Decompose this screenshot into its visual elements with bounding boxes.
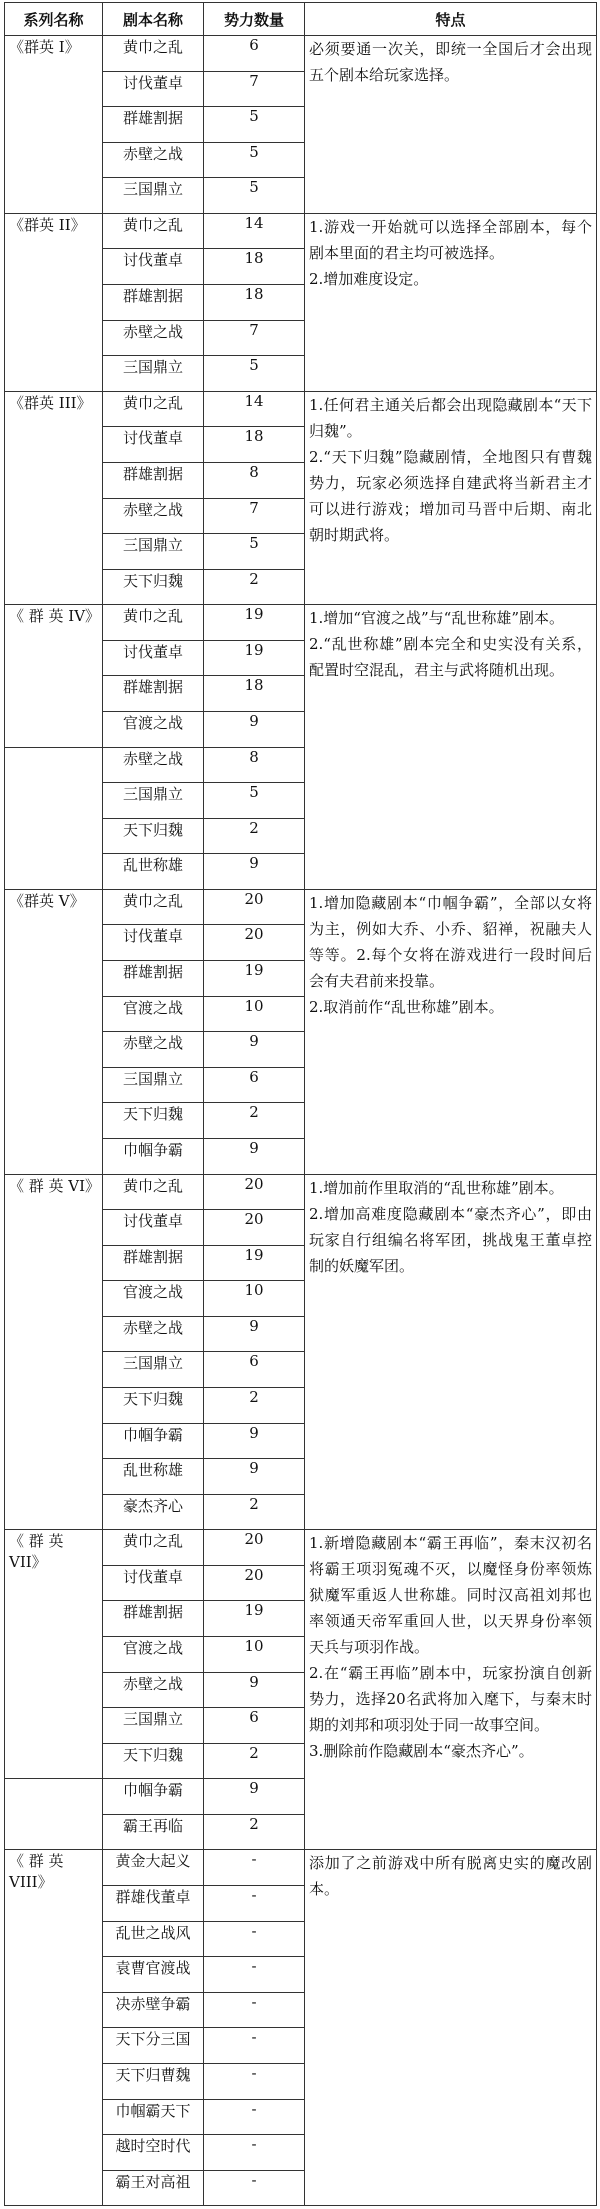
faction-count: 9	[204, 854, 305, 890]
faction-count: 20	[204, 889, 305, 925]
play-name: 讨伐董卓	[103, 1210, 204, 1246]
feature-text: 2.“天下归魏”隐藏剧情，全地图只有曹魏势力，玩家必须选择自建武将当新君主才可以进行游戏；增加司马晋中后期、南北朝时期武将。	[309, 447, 592, 544]
play-name: 天下归曹魏	[103, 2063, 204, 2099]
series-name: 《群英 I》	[5, 36, 103, 214]
play-name: 三国鼎立	[103, 1708, 204, 1744]
faction-count: -	[204, 1957, 305, 1993]
feature-text: 2.“乱世称雄”剧本完全和史实没有关系，配置时空混乱，君主与武将随机出现。	[309, 635, 592, 680]
faction-count: 9	[204, 1138, 305, 1174]
play-name: 巾帼争霸	[103, 1138, 204, 1174]
faction-count: 7	[204, 320, 305, 356]
faction-count: 2	[204, 818, 305, 854]
play-name: 三国鼎立	[103, 178, 204, 214]
faction-count: 14	[204, 391, 305, 427]
faction-count: 10	[204, 1281, 305, 1317]
series-name: 《 群 英 IV》	[5, 605, 103, 747]
play-name: 三国鼎立	[103, 356, 204, 392]
faction-count: -	[204, 2170, 305, 2206]
play-name: 天下归魏	[103, 1743, 204, 1779]
faction-count: 20	[204, 925, 305, 961]
header-row	[5, 3, 597, 36]
header-features: 特点	[305, 3, 597, 36]
series-cell-empty	[5, 1779, 103, 1850]
play-name: 赤壁之战	[103, 498, 204, 534]
table-row	[5, 1174, 597, 1210]
faction-count: 9	[204, 1032, 305, 1068]
header-count: 势力数量	[204, 3, 305, 36]
play-name: 三国鼎立	[103, 1067, 204, 1103]
faction-count: 6	[204, 1708, 305, 1744]
faction-count: 2	[204, 1387, 305, 1423]
faction-count: 18	[204, 427, 305, 463]
series-name: 《群英 II》	[5, 213, 103, 391]
play-name: 群雄割据	[103, 107, 204, 143]
faction-count: 19	[204, 1601, 305, 1637]
play-name: 黄金大起义	[103, 1850, 204, 1886]
faction-count: 18	[204, 285, 305, 321]
header-series: 系列名称	[5, 3, 103, 36]
table-row	[5, 1530, 597, 1566]
play-name: 黄巾之乱	[103, 391, 204, 427]
faction-count: 9	[204, 1672, 305, 1708]
faction-count: -	[204, 1850, 305, 1886]
faction-count: -	[204, 2099, 305, 2135]
series-table	[4, 2, 597, 2206]
faction-count: 20	[204, 1174, 305, 1210]
feature-text: 1.增加“官渡之战”与“乱世称雄”剧本。	[309, 609, 564, 628]
faction-count: 2	[204, 1814, 305, 1850]
play-name: 赤壁之战	[103, 1672, 204, 1708]
play-name: 讨伐董卓	[103, 1565, 204, 1601]
feature-text: 添加了之前游戏中所有脱离史实的魔改剧本。	[309, 1854, 592, 1899]
features-cell	[305, 605, 597, 890]
faction-count: -	[204, 1886, 305, 1922]
features-cell	[305, 391, 597, 604]
play-name: 三国鼎立	[103, 1352, 204, 1388]
feature-text: 1.游戏一开始就可以选择全部剧本，每个剧本里面的君主均可被选择。	[309, 217, 592, 262]
faction-count: 19	[204, 1245, 305, 1281]
feature-text: 2.增加难度设定。	[309, 269, 429, 288]
table-body	[5, 36, 597, 2206]
faction-count: -	[204, 2063, 305, 2099]
faction-count: -	[204, 2135, 305, 2171]
play-name: 讨伐董卓	[103, 71, 204, 107]
feature-text: 3.删除前作隐藏剧本“豪杰齐心”。	[309, 1742, 534, 1761]
faction-count: 20	[204, 1530, 305, 1566]
play-name: 乱世称雄	[103, 1459, 204, 1495]
feature-text: 2.在“霸王再临”剧本中，玩家扮演自创新势力，选择20名武将加入麾下，与秦末时期的刘邦和项羽处于同一故事空间。	[309, 1664, 592, 1735]
faction-count: 18	[204, 676, 305, 712]
play-name: 天下归魏	[103, 1103, 204, 1139]
faction-count: 6	[204, 1067, 305, 1103]
faction-count: 7	[204, 498, 305, 534]
faction-count: 19	[204, 605, 305, 641]
faction-count: 19	[204, 640, 305, 676]
play-name: 群雄割据	[103, 676, 204, 712]
play-name: 天下归魏	[103, 1387, 204, 1423]
play-name: 群雄割据	[103, 462, 204, 498]
feature-text: 2.取消前作“乱世称雄”剧本。	[309, 997, 504, 1016]
faction-count: 2	[204, 569, 305, 605]
play-name: 霸王对高祖	[103, 2170, 204, 2206]
play-name: 黄巾之乱	[103, 213, 204, 249]
feature-text: 1.新增隐藏剧本“霸王再临”，秦末汉初名将霸王项羽冤魂不灭，以魔怪身份率领炼狱魔军重返人世称雄。同时汉高祖刘邦也率领通天帝军重回人世，以天界身份率领天兵与项羽作战。	[309, 1534, 592, 1657]
play-name: 豪杰齐心	[103, 1494, 204, 1530]
play-name: 天下归魏	[103, 569, 204, 605]
play-name: 讨伐董卓	[103, 925, 204, 961]
faction-count: 2	[204, 1743, 305, 1779]
series-name: 《群英 III》	[5, 391, 103, 604]
feature-text: 2.增加高难度隐藏剧本“豪杰齐心”，即由玩家自行组编名将军团，挑战鬼王董卓控制的妖魔军团。	[309, 1204, 592, 1275]
faction-count: 20	[204, 1565, 305, 1601]
play-name: 官渡之战	[103, 711, 204, 747]
play-name: 天下分三国	[103, 2028, 204, 2064]
play-name: 讨伐董卓	[103, 640, 204, 676]
play-name: 三国鼎立	[103, 534, 204, 570]
faction-count: 2	[204, 1494, 305, 1530]
table-row	[5, 1850, 597, 1886]
faction-count: 2	[204, 1103, 305, 1139]
play-name: 讨伐董卓	[103, 249, 204, 285]
play-name: 赤壁之战	[103, 747, 204, 783]
faction-count: 20	[204, 1210, 305, 1246]
faction-count: 5	[204, 356, 305, 392]
play-name: 群雄割据	[103, 1601, 204, 1637]
faction-count: 6	[204, 36, 305, 72]
play-name: 群雄割据	[103, 961, 204, 997]
play-name: 天下归魏	[103, 818, 204, 854]
play-name: 讨伐董卓	[103, 427, 204, 463]
faction-count: 9	[204, 1316, 305, 1352]
play-name: 赤壁之战	[103, 1316, 204, 1352]
play-name: 官渡之战	[103, 1637, 204, 1673]
table-row	[5, 391, 597, 427]
faction-count: 9	[204, 711, 305, 747]
series-cell-empty	[5, 747, 103, 889]
play-name: 越时空时代	[103, 2135, 204, 2171]
table-row	[5, 605, 597, 641]
play-name: 决赤壁争霸	[103, 1992, 204, 2028]
faction-count: 5	[204, 178, 305, 214]
feature-text: 1.任何君主通关后都会出现隐藏剧本“天下归魏”。	[309, 395, 592, 440]
series-name: 《群英 V》	[5, 889, 103, 1174]
play-name: 群雄伐董卓	[103, 1886, 204, 1922]
features-cell	[305, 1174, 597, 1530]
play-name: 乱世称雄	[103, 854, 204, 890]
faction-count: 10	[204, 996, 305, 1032]
faction-count: 6	[204, 1352, 305, 1388]
faction-count: 9	[204, 1779, 305, 1815]
faction-count: -	[204, 1992, 305, 2028]
play-name: 黄巾之乱	[103, 1174, 204, 1210]
play-name: 巾帼霸天下	[103, 2099, 204, 2135]
play-name: 官渡之战	[103, 996, 204, 1032]
faction-count: -	[204, 2028, 305, 2064]
faction-count: 19	[204, 961, 305, 997]
faction-count: 5	[204, 783, 305, 819]
series-name: 《 群 英 VII》	[5, 1530, 103, 1779]
faction-count: 5	[204, 107, 305, 143]
play-name: 黄巾之乱	[103, 889, 204, 925]
header-play: 剧本名称	[103, 3, 204, 36]
faction-count: -	[204, 1921, 305, 1957]
feature-text: 1.增加隐藏剧本“巾帼争霸”，全部以女将为主，例如大乔、小乔、貂禅，祝融夫人等等。2.每个女将在游戏进行一段时间后会有夫君前来投靠。	[309, 893, 592, 990]
series-name: 《 群 英 VI》	[5, 1174, 103, 1530]
faction-count: 8	[204, 747, 305, 783]
faction-count: 9	[204, 1459, 305, 1495]
features-cell	[305, 213, 597, 391]
feature-text: 必须要通一次关，即统一全国后才会出现五个剧本给玩家选择。	[309, 40, 592, 84]
play-name: 三国鼎立	[103, 783, 204, 819]
play-name: 赤壁之战	[103, 142, 204, 178]
feature-text: 1.增加前作里取消的“乱世称雄”剧本。	[309, 1178, 564, 1197]
play-name: 黄巾之乱	[103, 36, 204, 72]
play-name: 官渡之战	[103, 1281, 204, 1317]
play-name: 巾帼争霸	[103, 1423, 204, 1459]
faction-count: 7	[204, 71, 305, 107]
table-row	[5, 36, 597, 72]
play-name: 群雄割据	[103, 1245, 204, 1281]
features-cell	[305, 889, 597, 1174]
play-name: 霸王再临	[103, 1814, 204, 1850]
features-cell	[305, 1850, 597, 2206]
features-cell	[305, 1530, 597, 1850]
faction-count: 14	[204, 213, 305, 249]
faction-count: 10	[204, 1637, 305, 1673]
faction-count: 8	[204, 462, 305, 498]
play-name: 袁曹官渡战	[103, 1957, 204, 1993]
series-name: 《 群 英 VIII》	[5, 1850, 103, 2206]
play-name: 群雄割据	[103, 285, 204, 321]
table-row	[5, 213, 597, 249]
play-name: 乱世之战风	[103, 1921, 204, 1957]
play-name: 黄巾之乱	[103, 605, 204, 641]
play-name: 黄巾之乱	[103, 1530, 204, 1566]
faction-count: 5	[204, 534, 305, 570]
faction-count: 9	[204, 1423, 305, 1459]
table-row	[5, 889, 597, 925]
faction-count: 5	[204, 142, 305, 178]
play-name: 巾帼争霸	[103, 1779, 204, 1815]
play-name: 赤壁之战	[103, 320, 204, 356]
faction-count: 18	[204, 249, 305, 285]
play-name: 赤壁之战	[103, 1032, 204, 1068]
features-cell	[305, 36, 597, 214]
